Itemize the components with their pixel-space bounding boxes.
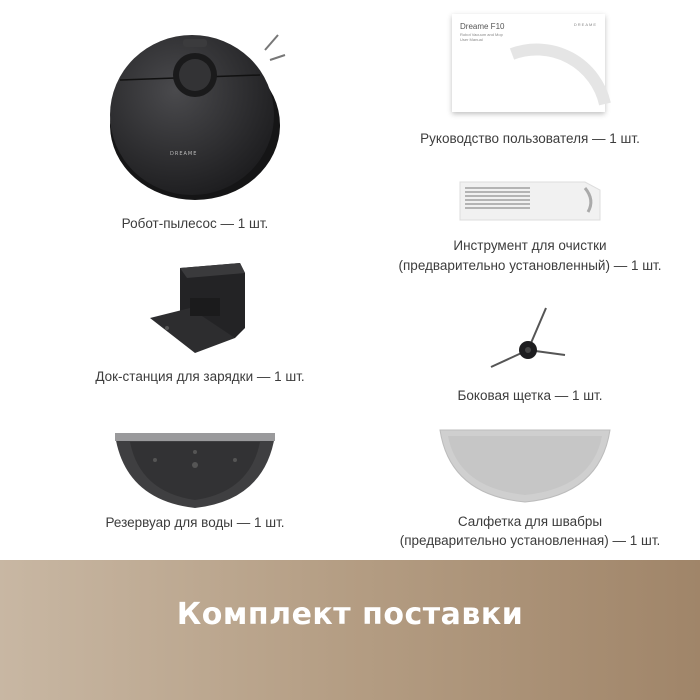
manual-brand: DREAME <box>573 22 597 27</box>
mop-caption-line2: (предварительно установленная) — 1 шт. <box>399 533 661 548</box>
robot-caption: Робот-пылесос — 1 шт. <box>121 216 269 231</box>
mop-caption-line1: Салфетка для швабры <box>457 514 603 529</box>
brush-caption: Боковая щетка — 1 шт. <box>457 388 603 403</box>
manual-subtitle2: User Manual <box>460 37 483 42</box>
side-brush-image <box>488 305 568 375</box>
manual-subtitle: Robot Vacuum and Mop <box>460 32 503 37</box>
charging-dock-image <box>145 258 255 358</box>
dock-caption: Док-станция для зарядки — 1 шт. <box>95 369 305 384</box>
manual-caption: Руководство пользователя — 1 шт. <box>420 131 640 146</box>
tank-caption: Резервуар для воды — 1 шт. <box>105 515 285 530</box>
cleaning-tool-image <box>460 180 605 222</box>
mop-pad-image <box>440 430 610 505</box>
banner-title: Комплект поставки <box>176 597 524 632</box>
robot-vacuum-image <box>100 15 290 205</box>
tool-caption-line1: Инструмент для очистки <box>453 238 607 253</box>
user-manual-image <box>452 14 605 112</box>
robot-brand-text: DREAME <box>170 151 198 157</box>
tool-caption-line2: (предварительно установленный) — 1 шт. <box>398 258 662 273</box>
manual-title: Dreame F10 <box>460 22 505 31</box>
water-tank-image <box>115 430 275 510</box>
